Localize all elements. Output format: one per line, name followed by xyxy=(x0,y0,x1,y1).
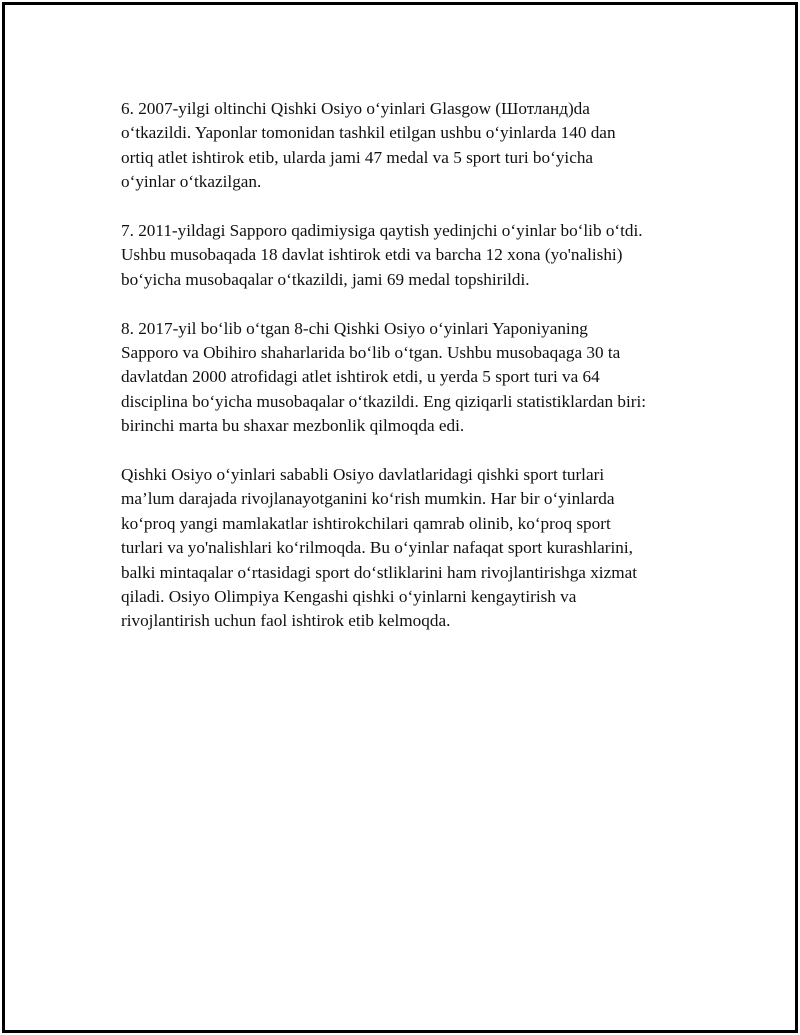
paragraph-conclusion: Qishki Osiyo o‘yinlari sababli Osiyo davlatlaridagi qishki sport turlari ma’lum darajada rivojlanayotganini ko‘rish mumkin. Har bir o‘yinlarda ko‘proq yangi mamlakatlar ishtirokchilari qamrab olinib, ko‘proq sport turlari va yo'nalishlari ko‘rilmoqda. Bu o‘yinlar nafaqat sport kurashlarini, balki mintaqalar o‘rtasidagi sport do‘stliklarini ham rivojlantirishga xizmat qiladi. Osiyo Olimpiya Kengashi qishki o‘yinlarni kengaytirish va rivojlantirish uchun faol ishtirok etib kelmoqda. xyxy=(121,465,637,631)
document-page xyxy=(2,2,798,1033)
paragraph-8: 8. 2017-yil bo‘lib o‘tgan 8-chi Qishki Osiyo o‘yinlari Yaponiyaning Sapporo va Obihiro shaharlarida bo‘lib o‘tgan. Ushbu musobaqaga 30 ta davlatdan 2000 atrofidagi atlet ishtirok etdi, u yerda 5 sport turi va 64 disciplina bo‘yicha musobaqalar o‘tkazildi. Eng qiziqarli statistiklardan biri: birinchi marta bu shaxar mezbonlik qilmoqda edi. xyxy=(121,318,647,436)
document-body xyxy=(121,97,691,658)
paragraph-6: 6. 2007-yilgi oltinchi Qishki Osiyo o‘yinlari Glasgow (Шотланд)da o‘tkazildi. Yaponlar tomonidan tashkil etilgan ushbu o‘yinlarda 140 dan ortiq atlet ishtirok etib, ularda jami 47 medal va 5 sport turi bo‘yicha o‘yinlar o‘tkazilgan. xyxy=(121,99,616,192)
paragraph-7: 7. 2011-yildagi Sapporo qadimiysiga qaytish yedinjchi o‘yinlar bo‘lib o‘tdi. Ushbu musobaqada 18 davlat ishtirok etdi va barcha 12 xona (yo'nalishi) bo‘yicha musobaqalar o‘tkazildi, jami 69 medal topshirildi. xyxy=(121,221,643,289)
